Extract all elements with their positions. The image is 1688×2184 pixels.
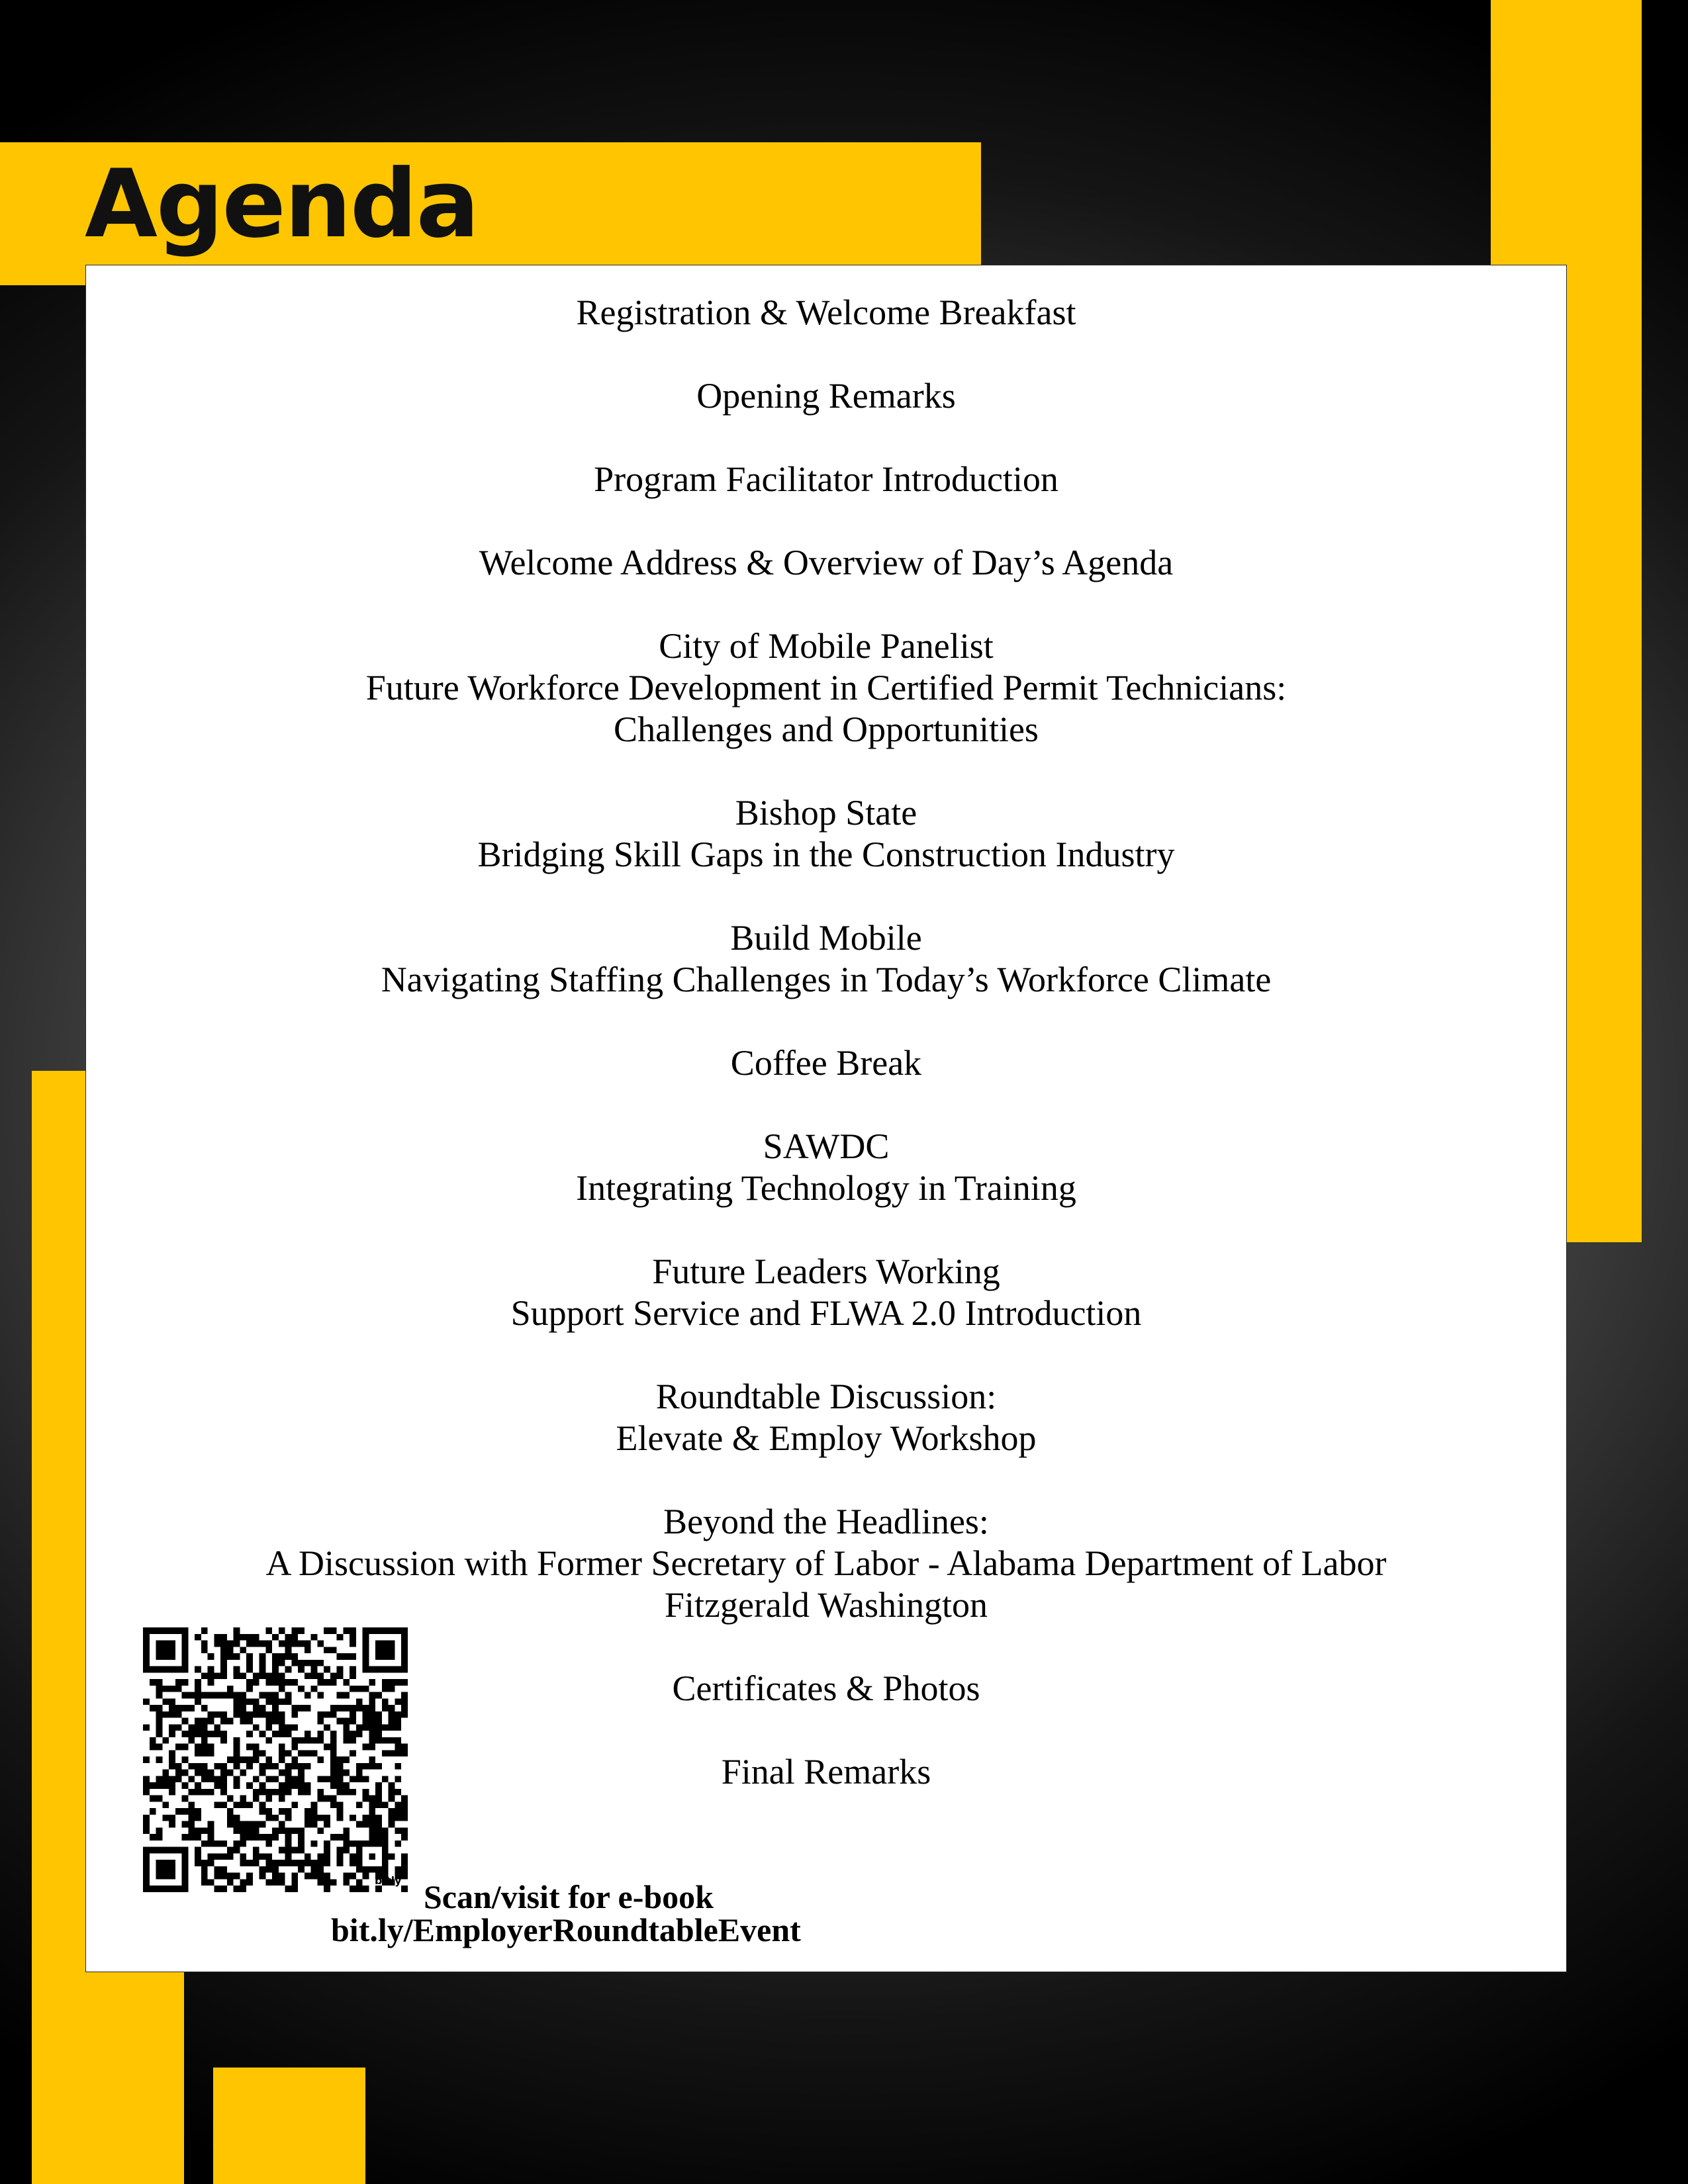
agenda-item xyxy=(86,292,1566,334)
agenda-item-subtitle: Elevate & Employ Workshop xyxy=(616,1418,1037,1458)
agenda-item xyxy=(86,375,1566,417)
agenda-item-title: Bishop State xyxy=(735,793,917,833)
agenda-item xyxy=(86,917,1566,1001)
agenda-item-subtitle: Support Service and FLWA 2.0 Introduction xyxy=(510,1293,1142,1333)
agenda-item-title: SAWDC xyxy=(763,1126,890,1166)
agenda-item xyxy=(86,1376,1566,1459)
agenda-item-subtitle: Integrating Technology in Training xyxy=(576,1168,1076,1208)
bitly-logo: bitly xyxy=(375,1874,402,1887)
agenda-item-title: Welcome Address & Overview of Day’s Agenda xyxy=(479,543,1174,582)
agenda-list xyxy=(86,292,1566,1835)
agenda-item-title: Roundtable Discussion: xyxy=(655,1377,997,1416)
agenda-item xyxy=(86,625,1566,751)
agenda-item-title: Future Leaders Working xyxy=(652,1251,1000,1291)
qr-code-icon[interactable] xyxy=(143,1627,408,1892)
agenda-panel xyxy=(85,265,1567,1972)
agenda-item-title: Build Mobile xyxy=(730,918,922,958)
agenda-item-subtitle: Challenges and Opportunities xyxy=(614,709,1039,749)
agenda-item xyxy=(86,1251,1566,1334)
agenda-item-subtitle: Fitzgerald Washington xyxy=(664,1585,988,1625)
agenda-item-subtitle: Navigating Staffing Challenges in Today’s Workforce Climate xyxy=(381,960,1272,999)
agenda-item-subtitle: Future Workforce Development in Certified Permit Technicians: xyxy=(365,668,1287,707)
decorative-yellow-square xyxy=(213,2068,365,2184)
agenda-item xyxy=(86,1042,1566,1084)
agenda-item-title: Program Facilitator Introduction xyxy=(594,459,1058,499)
agenda-item xyxy=(86,1501,1566,1626)
agenda-item xyxy=(86,542,1566,584)
page-title: Agenda xyxy=(85,150,479,259)
ebook-link[interactable]: bit.ly/EmployerRoundtableEvent xyxy=(331,1911,801,1948)
scan-instruction: Scan/visit for e-book xyxy=(424,1878,714,1915)
agenda-item-title: City of Mobile Panelist xyxy=(659,626,994,666)
agenda-item xyxy=(86,459,1566,500)
agenda-item-title: Opening Remarks xyxy=(696,376,956,416)
agenda-item xyxy=(86,792,1566,876)
agenda-item-subtitle: Bridging Skill Gaps in the Construction Industry xyxy=(477,835,1175,874)
agenda-item-title: Certificates & Photos xyxy=(672,1668,980,1708)
agenda-item xyxy=(86,1126,1566,1209)
agenda-item-title: Beyond the Headlines: xyxy=(663,1502,989,1541)
agenda-item-title: Final Remarks xyxy=(721,1752,931,1792)
agenda-item-title: Registration & Welcome Breakfast xyxy=(576,293,1076,332)
agenda-item-title: Coffee Break xyxy=(730,1043,922,1083)
agenda-item-subtitle: A Discussion with Former Secretary of Labor - Alabama Department of Labor xyxy=(265,1543,1387,1583)
